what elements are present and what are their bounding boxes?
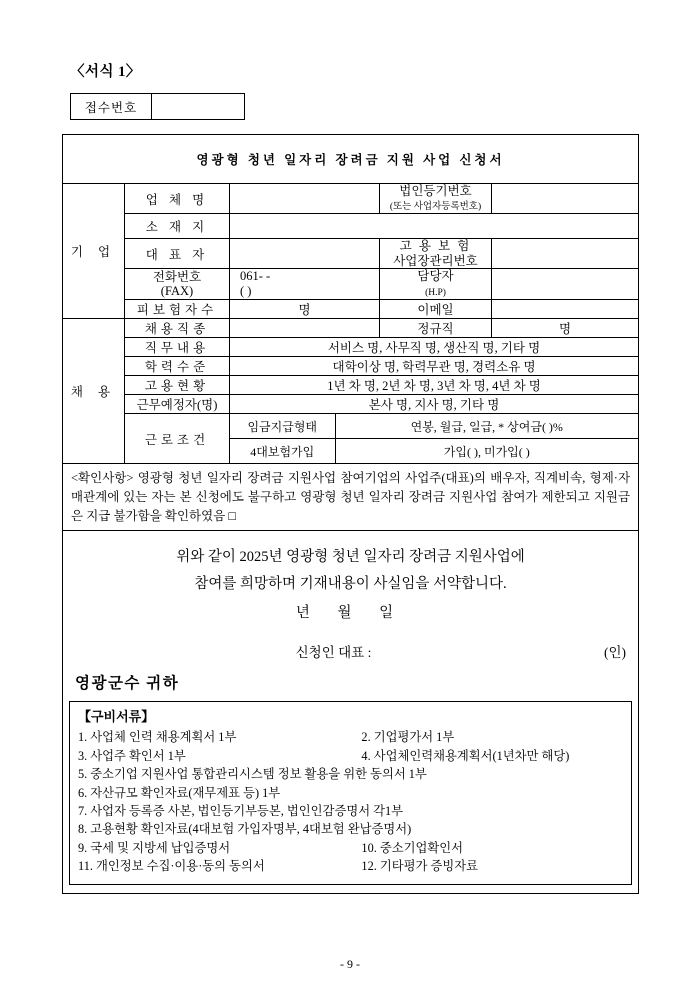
label-company-name: 업 체 명 — [125, 184, 230, 214]
label-corporate-reg-no-sub: (또는 사업자등록번호) — [389, 202, 482, 213]
table-row — [63, 357, 639, 376]
oath-section — [63, 531, 639, 893]
document-item: 12. 기타평가 증빙자료 — [361, 859, 478, 874]
table-row — [63, 239, 639, 269]
label-representative: 대 표 자 — [125, 239, 230, 269]
table-row — [63, 395, 639, 414]
label-job-type: 채용직종 — [125, 319, 230, 338]
field-company-name[interactable] — [230, 184, 380, 214]
required-documents-box — [69, 701, 632, 885]
label-work-conditions: 근로조건 — [125, 414, 230, 464]
document-item: 8. 고용현황 확인자료(4대보험 가입자명부, 4대보험 완납증명서) — [78, 822, 412, 837]
document-item: 3. 사업주 확인서 1부 — [78, 748, 186, 763]
label-employment-insurance-line2: 사업장관리번호 — [393, 253, 478, 268]
field-job-type[interactable] — [230, 319, 380, 338]
label-email: 이메일 — [380, 300, 492, 319]
field-work-conditions — [230, 414, 639, 464]
oath-text — [63, 531, 638, 632]
table-row — [63, 376, 639, 395]
label-planned-workers: 근무예정자(명) — [125, 395, 230, 414]
label-job-content: 직무내용 — [125, 338, 230, 357]
label-insurance-enrollment: 4대보험가입 — [230, 439, 335, 464]
table-row — [63, 300, 639, 319]
applicant-label: 신청인 대표 : — [295, 644, 372, 660]
label-fulltime: 정규직 — [380, 319, 492, 338]
oath-line-2: 참여를 희망하며 기재내용이 사실임을 서약합니다. — [194, 576, 507, 593]
list-item — [78, 820, 623, 838]
field-contact-person[interactable] — [492, 269, 639, 300]
list-item — [78, 765, 623, 783]
label-address: 소 재 지 — [125, 214, 230, 239]
section-label-company: 기 업 — [63, 184, 125, 319]
field-email[interactable] — [492, 300, 639, 319]
label-wage-type: 임금지급형태 — [230, 414, 335, 439]
document-item: 11. 개인정보 수집·이용·동의 동의서 — [78, 859, 265, 874]
label-phone: 전화번호 — [152, 269, 202, 284]
section-label-hiring: 채 용 — [63, 319, 125, 464]
label-education-level: 학력수준 — [125, 357, 230, 376]
receipt-number-label: 접수번호 — [71, 94, 152, 119]
field-insurance-enrollment[interactable]: 가입( ), 미가입( ) — [443, 444, 530, 459]
field-phone-fax[interactable] — [230, 269, 380, 300]
confirmation-note[interactable]: <확인사항> 영광형 청년 일자리 장려금 지원사업 참여기업의 사업주(대표)의 배우자, 직계비속, 형제·자매관계에 있는 자는 본 신청에도 불구하고 영광형 청년 일자리 장려금 지원사업 참여가 제한되고 지원금은 지급 불가함을 확인하였음 □ — [63, 464, 639, 531]
field-fulltime-count[interactable]: 명 — [492, 319, 639, 338]
applicant-line — [63, 633, 638, 661]
label-fax: (FAX) — [160, 284, 194, 299]
table-row — [63, 414, 639, 464]
list-item — [78, 784, 623, 802]
label-insured-count: 피보험자수 — [125, 300, 230, 319]
oath-date-line[interactable]: 년 월 일 — [295, 604, 406, 621]
document-item: 4. 사업체인력채용계획서(1년차만 해당) — [361, 748, 570, 763]
label-phone-fax — [125, 269, 230, 300]
field-representative[interactable] — [230, 239, 380, 269]
form-title-row — [63, 135, 639, 184]
label-corporate-reg-no — [380, 184, 492, 214]
label-contact-person — [380, 269, 492, 300]
table-row — [63, 214, 639, 239]
governor-addressee: 영광군수 귀하 — [75, 674, 180, 692]
list-item — [78, 839, 623, 857]
label-corporate-reg-no-main: 법인등기번호 — [399, 184, 472, 198]
label-employment-insurance-no — [380, 239, 492, 269]
document-item: 6. 자산규모 확인자료(재무제표 등) 1부 — [78, 785, 281, 800]
list-item — [78, 802, 623, 820]
field-wage-type[interactable]: 연봉, 월급, 일급, * 상여금( )% — [335, 414, 638, 439]
document-item: 7. 사업자 등록증 사본, 법인등기부등본, 법인인감증명서 각1부 — [78, 803, 404, 818]
table-row — [63, 338, 639, 357]
field-education-level[interactable]: 대학이상 명, 학력무관 명, 경력소유 명 — [230, 357, 639, 376]
document-item: 10. 중소기업확인서 — [361, 840, 464, 855]
field-employment-status[interactable]: 1년 차 명, 2년 차 명, 3년 차 명, 4년 차 명 — [230, 376, 639, 395]
document-item: 2. 기업평가서 1부 — [361, 730, 455, 745]
label-contact-person-main: 담당자 — [417, 269, 454, 284]
page-title: 영광형 청년 일자리 장려금 지원 사업 신청서 — [63, 135, 639, 184]
label-employment-insurance-line1: 고 용 보 험 — [399, 239, 472, 254]
document-item: 1. 사업체 인력 채용계획서 1부 — [78, 730, 237, 745]
page-footer: - 9 - — [340, 957, 360, 971]
list-item — [78, 747, 623, 765]
table-row — [63, 464, 639, 531]
field-insured-count[interactable]: 명 — [230, 300, 380, 319]
required-documents-title: 【구비서류】 — [78, 708, 155, 724]
form-number: 〈서식 1〉 — [70, 64, 141, 80]
field-address[interactable] — [230, 214, 639, 239]
field-job-content[interactable]: 서비스 명, 사무직 명, 생산직 명, 기타 명 — [230, 338, 639, 357]
field-employment-insurance-no[interactable] — [492, 239, 639, 269]
field-planned-workers[interactable]: 본사 명, 지사 명, 기타 명 — [230, 395, 639, 414]
table-row — [63, 531, 639, 893]
receipt-number-input[interactable] — [152, 94, 244, 119]
oath-line-1: 위와 같이 2025년 영광형 청년 일자리 장려금 지원사업에 — [176, 549, 525, 566]
table-row — [63, 184, 639, 214]
label-employment-status: 고용현황 — [125, 376, 230, 395]
application-form-table — [62, 134, 639, 894]
field-corporate-reg-no[interactable] — [492, 184, 639, 214]
seal-mark: (인) — [604, 644, 627, 660]
list-item — [78, 857, 623, 875]
document-item: 9. 국세 및 지방세 납입증명서 — [78, 840, 231, 855]
table-row — [63, 319, 639, 338]
field-phone-value[interactable]: 061- - — [240, 269, 271, 284]
field-fax-value[interactable]: ( ) — [240, 284, 252, 299]
list-item — [78, 728, 623, 746]
label-contact-person-hp: (H.P) — [425, 287, 446, 298]
table-row — [63, 269, 639, 300]
document-item: 5. 중소기업 지원사업 통합관리시스템 정보 활용을 위한 동의서 1부 — [78, 767, 427, 782]
receipt-number-box — [70, 93, 245, 120]
